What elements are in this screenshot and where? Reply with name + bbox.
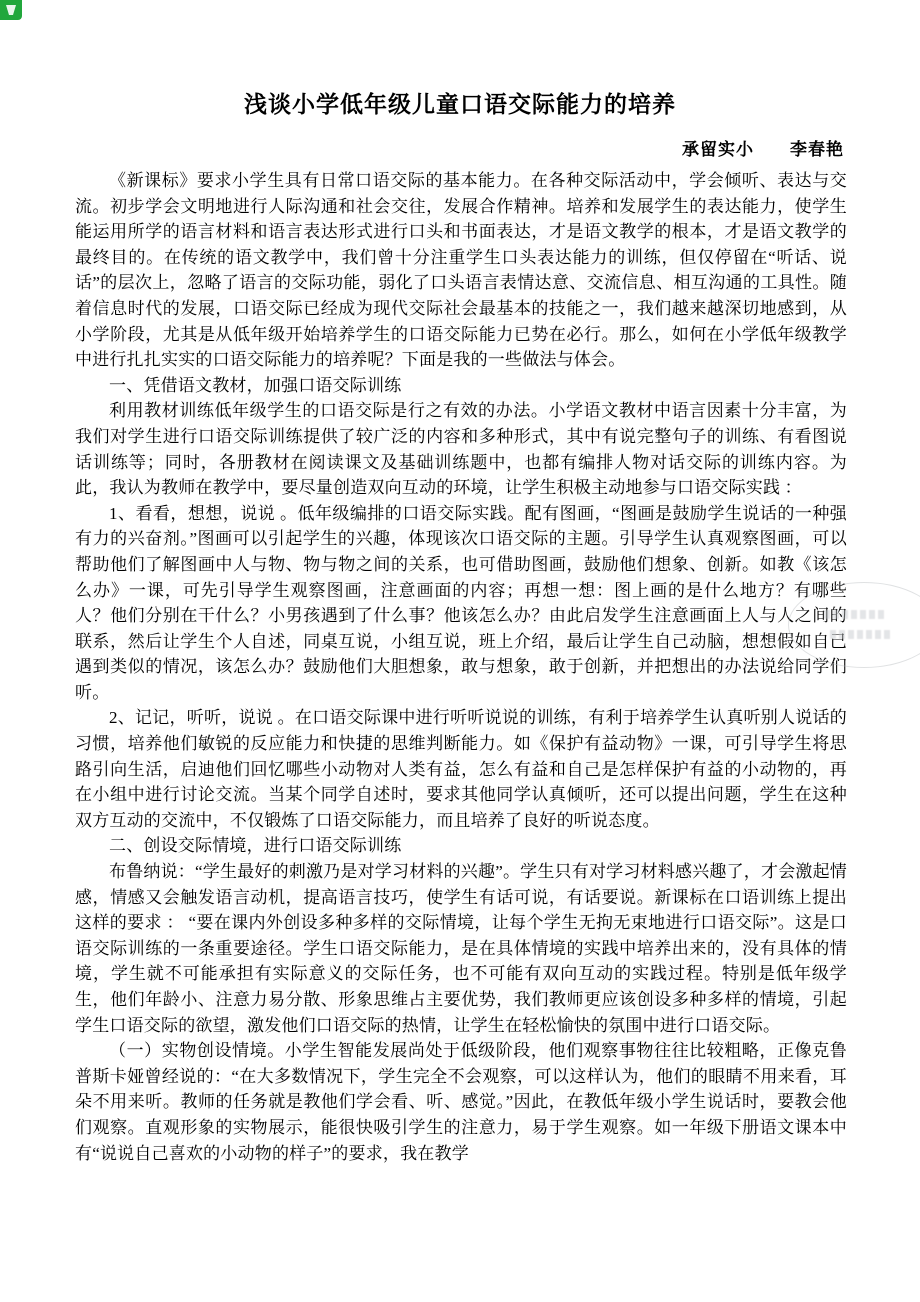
- document-body: [75, 168, 847, 1166]
- section-heading: 一、凭借语文教材，加强口语交际训练: [109, 375, 402, 395]
- corner-badge-glyph: [4, 4, 18, 16]
- paragraph: 布鲁纳说：“学生最好的刺激乃是对学习材料的兴趣”。学生只有对学习材料感兴趣了，才会激起情感，情感又会触发语言动机，提高语言技巧，使学生有话可说，有话要说。新课标在口语训练上提出这样的要求 ： “要在课内外创设多种多样的交际情境，让每个学生无拘无束地进行口语交际”。这是口语交际训练的一条重要途径。学生口语交际能力，是在具体情境的实践中培养出来的，没有具体的情境，学生就不可能承担有实际意义的交际任务，也不可能有双向互动的实践过程。特别是低年级学生，他们年龄小、注意力易分散、形象思维占主要优势，我们教师更应该创设多种多样的情境，引起学生口语交际的欲望，激发他们口语交际的热情，让学生在轻松愉快的氛围中进行口语交际。: [75, 862, 847, 1035]
- paragraph: （一）实物创设情境。小学生智能发展尚处于低级阶段，他们观察事物往往比较粗略，正像克鲁普斯卡娅曾经说的：“在大多数情况下，学生完全不会观察，可以这样认为，他们的眼睛不用来看，耳朵不用来听。教师的任务就是教他们学会看、听、感觉。”因此，在教低年级小学生说话时，要教会他们观察。直观形象的实物展示，能很快吸引学生的注意力，易于学生观察。如一年级下册语文课本中有“说说自己喜欢的小动物的样子”的要求，我在教学: [75, 1041, 847, 1163]
- paragraph: 2、记记，听听，说说 。在口语交际课中进行听听说说的训练，有利于培养学生认真听别人说话的习惯，培养他们敏锐的反应能力和快捷的思维判断能力。如《保护有益动物》一课，可引导学生将思路引向生活，启迪他们回忆哪些小动物对人类有益，怎么有益和自己是怎样保护有益的小动物的，再在小组中进行讨论交流。当某个同学自述时，要求其他同学认真倾听，还可以提出问题，学生在这种双方互动的交流中，不仅锻炼了口语交际能力，而且培养了良好的听说态度。: [75, 708, 847, 830]
- paragraph: 《新课标》要求小学生具有日常口语交际的基本能力。在各种交际活动中，学会倾听、表达与交流。初步学会文明地进行人际沟通和社会交往，发展合作精神。培养和发展学生的表达能力，使学生能运用所学的语言材料和语言表达形式进行口头和书面表达，才是语文教学的根本，才是语文教学的最终目的。在传统的语文教学中，我们曾十分注重学生口头表达能力的训练，但仅停留在“听话、说话”的层次上，忽略了语言的交际功能，弱化了口头语言表情达意、交流信息、相互沟通的工具性。随着信息时代的发展，口语交际已经成为现代交际社会最基本的技能之一，我们越来越深切地感到，从小学阶段，尤其是从低年级开始培养学生的口语交际能力已势在必行。那么，如何在小学低年级教学中进行扎扎实实的口语交际能力的培养呢？下面是我的一些做法与体会。: [75, 171, 847, 370]
- document-title: 浅谈小学低年级儿童口语交际能力的培养: [244, 92, 676, 117]
- paragraph: 利用教材训练低年级学生的口语交际是行之有效的办法。小学语文教材中语言因素十分丰富，为我们对学生进行口语交际训练提供了较广泛的内容和多种形式，其中有说完整句子的训练、有看图说话训练等；同时，各册教材在阅读课文及基础训练题中，也都有编排人物对话交际的训练内容。为此，我认为教师在教学中，要尽量创造双向互动的环境，让学生积极主动地参与口语交际实践 ：: [75, 401, 847, 498]
- paragraph: 1、看看，想想，说说 。低年级编排的口语交际实践。配有图画，“图画是鼓励学生说话的一种强有力的兴奋剂。”图画可以引起学生的兴趣，体现该次口语交际的主题。引导学生认真观察图画，可以帮助他们了解图画中人与物、物与物之间的关系，也可借助图画，鼓励他们想象、创新。如教《该怎么办》一课，可先引导学生观察图画，注意画面的内容；再想一想：图上画的是什么地方？有哪些人？他们分别在干什么？小男孩遇到了什么事？他该怎么办？由此启发学生注意画面上人与人之间的联系，然后让学生个人自述，同桌互说，小组互说，班上介绍，最后让学生自己动脑，想想假如自己遇到类似的情况，该怎么办？鼓励他们大胆想象，敢与想象，敢于创新，并把想出的办法说给同学们听。: [75, 503, 847, 702]
- byline: 承留实小 李春艳: [682, 140, 844, 159]
- corner-badge-icon: [0, 0, 22, 20]
- section-heading: 二、创设交际情境，进行口语交际训练: [109, 836, 402, 856]
